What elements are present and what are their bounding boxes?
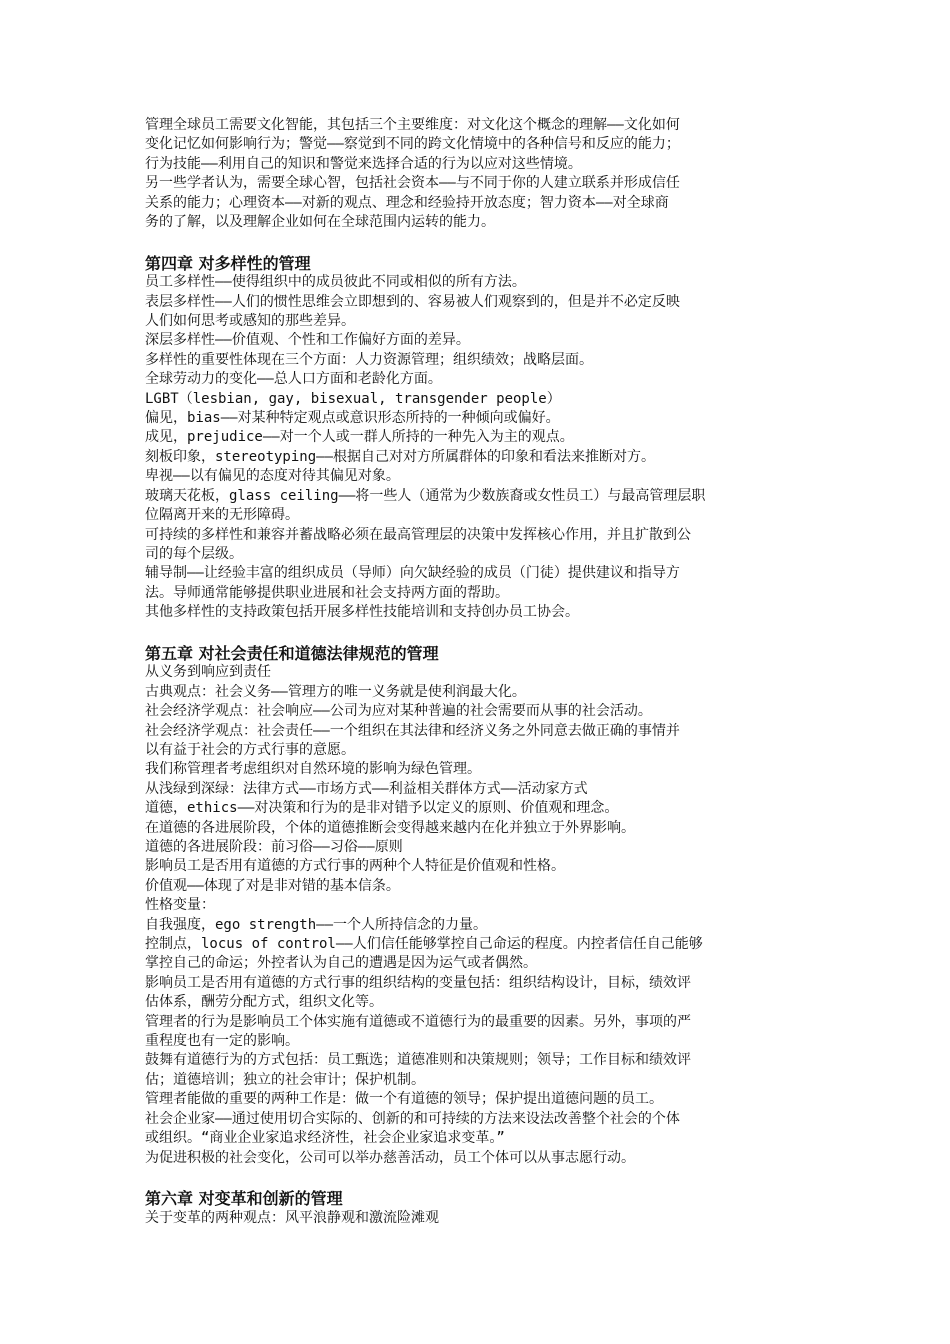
text-line: 控制点，locus of control——人们信任能够掌控自己命运的程度。内控者信任自己能够 xyxy=(145,936,703,953)
intro-section xyxy=(145,116,805,232)
text-line: 深层多样性——价值观、个性和工作偏好方面的差异。 xyxy=(145,332,470,349)
text-line: 司的每个层级。 xyxy=(145,545,243,562)
chapter-5-body xyxy=(145,663,805,1168)
section-gap xyxy=(145,623,805,642)
text-line: 价值观——体现了对是非对错的基本信条。 xyxy=(145,877,400,894)
text-line: 卑视——以有偏见的态度对待其偏见对象。 xyxy=(145,468,400,485)
text-line: 全球劳动力的变化——总人口方面和老龄化方面。 xyxy=(145,371,442,388)
text-line: 道德的各进展阶段：前习俗——习俗——原则 xyxy=(145,839,403,855)
text-line: 重程度也有一定的影响。 xyxy=(145,1033,299,1050)
text-line: 管理全球员工需要文化智能，其包括三个主要维度：对文化这个概念的理解——文化如何 xyxy=(145,117,680,133)
chapter-5-title: 第五章 对社会责任和道德法律规范的管理 xyxy=(145,643,439,663)
text-line: 管理者的行为是影响员工个体实施有道德或不道德行为的最重要的因素。另外，事项的严 xyxy=(145,1013,691,1030)
text-line: 社会经济学观点：社会响应——公司为应对某种普遍的社会需要而从事的社会活动。 xyxy=(145,703,652,720)
text-line: 估体系，酬劳分配方式，组织文化等。 xyxy=(145,994,383,1011)
text-line: 玻璃天花板，glass ceiling——将一些人（通常为少数族裔或女性员工）与最高管理层职 xyxy=(145,487,706,504)
text-line: 掌控自己的命运；外控者认为自己的遭遇是因为运气或者偶然。 xyxy=(145,955,537,972)
text-line: 多样性的重要性体现在三个方面：人力资源管理；组织绩效；战略层面。 xyxy=(145,351,593,368)
text-line: 道德，ethics——对决策和行为的是非对错予以定义的原则、价值观和理念。 xyxy=(145,800,619,817)
text-line: 变化记忆如何影响行为；警觉——察觉到不同的跨文化情境中的各种信号和反应的能力； xyxy=(145,136,680,153)
text-line: 关系的能力；心理资本——对新的观点、理念和经验持开放态度；智力资本——对全球商 xyxy=(145,194,669,211)
document-body xyxy=(145,116,805,1228)
text-line: 鼓舞有道德行为的方式包括：员工甄选；道德准则和决策规则；领导；工作目标和绩效评 xyxy=(145,1052,691,1069)
section-gap xyxy=(145,1168,805,1187)
chapter-4-title: 第四章 对多样性的管理 xyxy=(145,253,311,273)
text-line: 从义务到响应到责任 xyxy=(145,664,271,681)
text-line: 行为技能——利用自己的知识和警觉来选择合适的行为以应对这些情境。 xyxy=(145,155,582,172)
text-line: 或组织。“商业企业家追求经济性，社会企业家追求变革。” xyxy=(145,1130,505,1147)
text-line: 管理者能做的重要的两种工作是：做一个有道德的领导；保护提出道德问题的员工。 xyxy=(145,1091,663,1108)
text-line: 表层多样性——人们的惯性思维会立即想到的、容易被人们观察到的，但是并不必定反映 xyxy=(145,293,680,310)
text-line: 性格变量： xyxy=(145,897,215,914)
text-line: 社会经济学观点：社会责任——一个组织在其法律和经济义务之外同意去做正确的事情并 xyxy=(145,722,680,739)
text-line: 从浅绿到深绿：法律方式——市场方式——利益相关群体方式——活动家方式 xyxy=(145,780,588,797)
text-line: 社会企业家——通过使用切合实际的、创新的和可持续的方法来设法改善整个社会的个体 xyxy=(145,1110,680,1127)
text-line: 我们称管理者考虑组织对自然环境的影响为绿色管理。 xyxy=(145,761,481,778)
text-line: 其他多样性的支持政策包括开展多样性技能培训和支持创办员工协会。 xyxy=(145,604,579,621)
text-line: 另一些学者认为，需要全球心智，包括社会资本——与不同于你的人建立联系并形成信任 xyxy=(145,175,680,192)
chapter-4-body xyxy=(145,273,805,622)
text-line: 为促进积极的社会变化，公司可以举办慈善活动，员工个体可以从事志愿行动。 xyxy=(145,1149,635,1166)
text-line: 可持续的多样性和兼容并蓄战略必须在最高管理层的决策中发挥核心作用，并且扩散到公 xyxy=(145,526,691,543)
text-line: 估；道德培训；独立的社会审计；保护机制。 xyxy=(145,1071,425,1088)
text-line: 关于变革的两种观点：风平浪静观和激流险滩观 xyxy=(145,1209,439,1226)
section-gap xyxy=(145,232,805,251)
text-line: 员工多样性——使得组织中的成员彼此不同或相似的所有方法。 xyxy=(145,274,526,291)
text-line: 法。导师通常能够提供职业进展和社会支持两方面的帮助。 xyxy=(145,584,509,601)
text-line: 刻板印象，stereotyping——根据自己对对方所属群体的印象和看法来推断对方。 xyxy=(145,448,656,465)
text-line: 影响员工是否用有道德的方式行事的两种个人特征是价值观和性格。 xyxy=(145,858,565,875)
text-line: LGBT（lesbian, gay, bisexual, transgender people） xyxy=(145,390,561,407)
text-line: 人们如何思考或感知的那些差异。 xyxy=(145,313,355,330)
text-line: 偏见，bias——对某种特定观点或意识形态所持的一种倾向或偏好。 xyxy=(145,410,560,427)
text-line: 在道德的各进展阶段，个体的道德推断会变得越来越内在化并独立于外界影响。 xyxy=(145,819,635,836)
text-line: 辅导制——让经验丰富的组织成员（导师）向欠缺经验的成员（门徒）提供建议和指导方 xyxy=(145,565,680,582)
text-line: 务的了解，以及理解企业如何在全球范围内运转的能力。 xyxy=(145,214,495,231)
text-line: 以有益于社会的方式行事的意愿。 xyxy=(145,741,355,758)
chapter-6-body xyxy=(145,1209,805,1228)
text-line: 位隔离开来的无形障碍。 xyxy=(145,507,299,524)
text-line: 成见，prejudice——对一个人或一群人所持的一种先入为主的观点。 xyxy=(145,429,574,446)
text-line: 自我强度，ego strength——一个人所持信念的力量。 xyxy=(145,916,488,933)
text-line: 古典观点：社会义务——管理方的唯一义务就是使利润最大化。 xyxy=(145,683,526,700)
text-line: 影响员工是否用有道德的方式行事的组织结构的变量包括：组织结构设计，目标，绩效评 xyxy=(145,974,691,991)
chapter-6-title: 第六章 对变革和创新的管理 xyxy=(145,1189,343,1209)
